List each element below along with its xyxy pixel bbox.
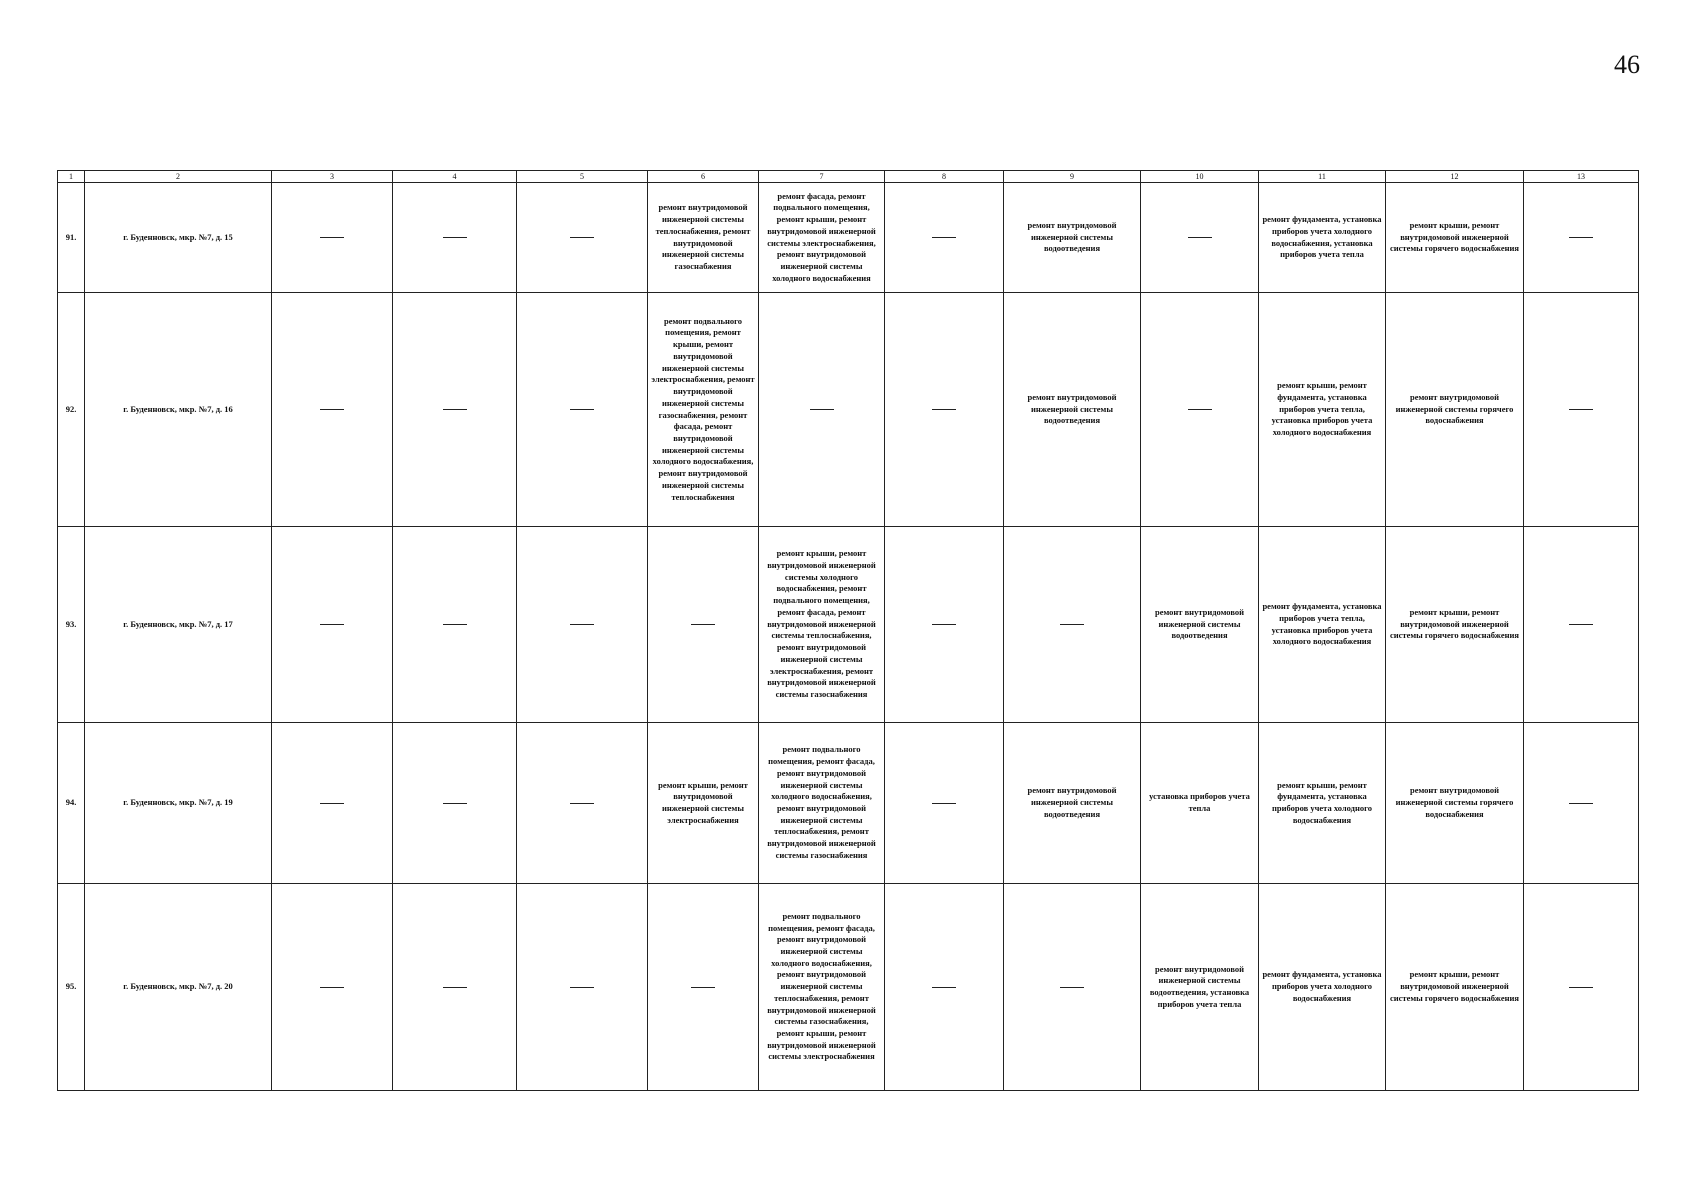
- dash-mark: [1060, 987, 1084, 988]
- dash-mark: [810, 409, 834, 410]
- dash-mark: [570, 624, 594, 625]
- works-cell-col11: ремонт фундамента, установка приборов учета холодного водоснабжения, установка приборов учета тепла: [1259, 183, 1386, 293]
- empty-cell: [885, 884, 1004, 1091]
- repair-program-table: [57, 170, 1639, 1091]
- empty-cell: [885, 183, 1004, 293]
- empty-cell: [885, 527, 1004, 723]
- dash-mark: [320, 624, 344, 625]
- works-cell-col11: ремонт крыши, ремонт фундамента, установка приборов учета холодного водоснабжения: [1259, 723, 1386, 884]
- works-cell-col12: ремонт крыши, ремонт внутридомовой инженерной системы горячего водоснабжения: [1386, 884, 1524, 1091]
- empty-cell: [885, 293, 1004, 527]
- column-header: 6: [648, 171, 759, 183]
- works-cell-col10: установка приборов учета тепла: [1141, 723, 1259, 884]
- dash-mark: [1569, 987, 1593, 988]
- column-header: 13: [1524, 171, 1639, 183]
- empty-cell: [393, 183, 517, 293]
- dash-mark: [1569, 624, 1593, 625]
- empty-cell: [517, 884, 648, 1091]
- works-cell-col10: [1141, 293, 1259, 527]
- works-cell-col10: [1141, 183, 1259, 293]
- works-cell-col6: [648, 527, 759, 723]
- empty-cell: [393, 527, 517, 723]
- works-cell-col9: [1004, 884, 1141, 1091]
- works-cell-col9: ремонт внутридомовой инженерной системы водоотведения: [1004, 293, 1141, 527]
- works-cell-col6: ремонт крыши, ремонт внутридомовой инженерной системы электроснабжения: [648, 723, 759, 884]
- dash-mark: [570, 987, 594, 988]
- row-number: 91.: [58, 183, 85, 293]
- column-header: 10: [1141, 171, 1259, 183]
- column-header: 7: [759, 171, 885, 183]
- empty-cell: [1524, 723, 1639, 884]
- address-cell: г. Буденновск, мкр. №7, д. 15: [85, 183, 272, 293]
- empty-cell: [517, 293, 648, 527]
- empty-cell: [517, 183, 648, 293]
- column-number-row: [58, 171, 1639, 183]
- works-cell-col12: ремонт внутридомовой инженерной системы горячего водоснабжения: [1386, 293, 1524, 527]
- dash-mark: [320, 237, 344, 238]
- dash-mark: [1188, 237, 1212, 238]
- row-number: 93.: [58, 527, 85, 723]
- column-header: 9: [1004, 171, 1141, 183]
- empty-cell: [272, 183, 393, 293]
- table-row: [58, 527, 1639, 723]
- empty-cell: [517, 723, 648, 884]
- column-header: 1: [58, 171, 85, 183]
- dash-mark: [320, 409, 344, 410]
- page-number: 46: [1614, 50, 1640, 79]
- works-cell-col7: ремонт фасада, ремонт подвального помещения, ремонт крыши, ремонт внутридомовой инженерной системы электроснабжения, ремонт внутридомовой инженерной системы холодного водоснабжения: [759, 183, 885, 293]
- dash-mark: [1569, 237, 1593, 238]
- works-cell-col6: [648, 884, 759, 1091]
- empty-cell: [272, 884, 393, 1091]
- dash-mark: [1060, 624, 1084, 625]
- works-cell-col10: ремонт внутридомовой инженерной системы водоотведения: [1141, 527, 1259, 723]
- column-header: 11: [1259, 171, 1386, 183]
- works-cell-col10: ремонт внутридомовой инженерной системы водоотведения, установка приборов учета тепла: [1141, 884, 1259, 1091]
- works-cell-col6: ремонт внутридомовой инженерной системы теплоснабжения, ремонт внутридомовой инженерной системы газоснабжения: [648, 183, 759, 293]
- works-cell-col7: ремонт подвального помещения, ремонт фасада, ремонт внутридомовой инженерной системы холодного водоснабжения, ремонт внутридомовой инженерной системы теплоснабжения, ремонт внутридомовой инженерной системы газоснабжения, ремонт крыши, ремонт внутридомовой инженерной системы электроснабжения: [759, 884, 885, 1091]
- row-number: 95.: [58, 884, 85, 1091]
- column-header: 12: [1386, 171, 1524, 183]
- dash-mark: [932, 987, 956, 988]
- works-cell-col9: ремонт внутридомовой инженерной системы водоотведения: [1004, 723, 1141, 884]
- empty-cell: [393, 723, 517, 884]
- empty-cell: [1524, 293, 1639, 527]
- dash-mark: [443, 409, 467, 410]
- empty-cell: [393, 293, 517, 527]
- dash-mark: [932, 409, 956, 410]
- dash-mark: [691, 987, 715, 988]
- empty-cell: [517, 527, 648, 723]
- table-row: [58, 293, 1639, 527]
- works-cell-col9: [1004, 527, 1141, 723]
- empty-cell: [1524, 884, 1639, 1091]
- address-cell: г. Буденновск, мкр. №7, д. 17: [85, 527, 272, 723]
- works-cell-col6: ремонт подвального помещения, ремонт крыши, ремонт внутридомовой инженерной системы электроснабжения, ремонт внутридомовой инженерной системы газоснабжения, ремонт фасада, ремонт внутридомовой инженерной системы холодного водоснабжения, ремонт внутридомовой инженерной системы теплоснабжения: [648, 293, 759, 527]
- empty-cell: [272, 293, 393, 527]
- works-cell-col7: [759, 293, 885, 527]
- works-cell-col11: ремонт фундамента, установка приборов учета холодного водоснабжения: [1259, 884, 1386, 1091]
- table-row: [58, 183, 1639, 293]
- works-cell-col12: ремонт внутридомовой инженерной системы горячего водоснабжения: [1386, 723, 1524, 884]
- works-cell-col7: ремонт подвального помещения, ремонт фасада, ремонт внутридомовой инженерной системы холодного водоснабжения, ремонт внутридомовой инженерной системы теплоснабжения, ремонт внутридомовой инженерной системы газоснабжения: [759, 723, 885, 884]
- empty-cell: [1524, 527, 1639, 723]
- empty-cell: [1524, 183, 1639, 293]
- column-header: 3: [272, 171, 393, 183]
- dash-mark: [691, 624, 715, 625]
- works-cell-col11: ремонт фундамента, установка приборов учета тепла, установка приборов учета холодного водоснабжения: [1259, 527, 1386, 723]
- dash-mark: [320, 987, 344, 988]
- column-header: 5: [517, 171, 648, 183]
- dash-mark: [932, 803, 956, 804]
- dash-mark: [1569, 803, 1593, 804]
- works-cell-col9: ремонт внутридомовой инженерной системы водоотведения: [1004, 183, 1141, 293]
- table-row: [58, 723, 1639, 884]
- dash-mark: [443, 803, 467, 804]
- dash-mark: [1569, 409, 1593, 410]
- dash-mark: [570, 803, 594, 804]
- works-cell-col11: ремонт крыши, ремонт фундамента, установка приборов учета тепла, установка приборов учета холодного водоснабжения: [1259, 293, 1386, 527]
- works-cell-col12: ремонт крыши, ремонт внутридомовой инженерной системы горячего водоснабжения: [1386, 527, 1524, 723]
- column-header: 8: [885, 171, 1004, 183]
- dash-mark: [570, 237, 594, 238]
- works-cell-col12: ремонт крыши, ремонт внутридомовой инженерной системы горячего водоснабжения: [1386, 183, 1524, 293]
- row-number: 94.: [58, 723, 85, 884]
- empty-cell: [885, 723, 1004, 884]
- address-cell: г. Буденновск, мкр. №7, д. 19: [85, 723, 272, 884]
- dash-mark: [443, 624, 467, 625]
- address-cell: г. Буденновск, мкр. №7, д. 20: [85, 884, 272, 1091]
- column-header: 4: [393, 171, 517, 183]
- table-row: [58, 884, 1639, 1091]
- dash-mark: [932, 237, 956, 238]
- empty-cell: [272, 527, 393, 723]
- dash-mark: [443, 237, 467, 238]
- dash-mark: [1188, 409, 1212, 410]
- column-header: 2: [85, 171, 272, 183]
- dash-mark: [320, 803, 344, 804]
- dash-mark: [570, 409, 594, 410]
- dash-mark: [443, 987, 467, 988]
- empty-cell: [272, 723, 393, 884]
- works-cell-col7: ремонт крыши, ремонт внутридомовой инженерной системы холодного водоснабжения, ремонт подвального помещения, ремонт фасада, ремонт внутридомовой инженерной системы теплоснабжения, ремонт внутридомовой инженерной системы электроснабжения, ремонт внутридомовой инженерной системы газоснабжения: [759, 527, 885, 723]
- row-number: 92.: [58, 293, 85, 527]
- address-cell: г. Буденновск, мкр. №7, д. 16: [85, 293, 272, 527]
- empty-cell: [393, 884, 517, 1091]
- dash-mark: [932, 624, 956, 625]
